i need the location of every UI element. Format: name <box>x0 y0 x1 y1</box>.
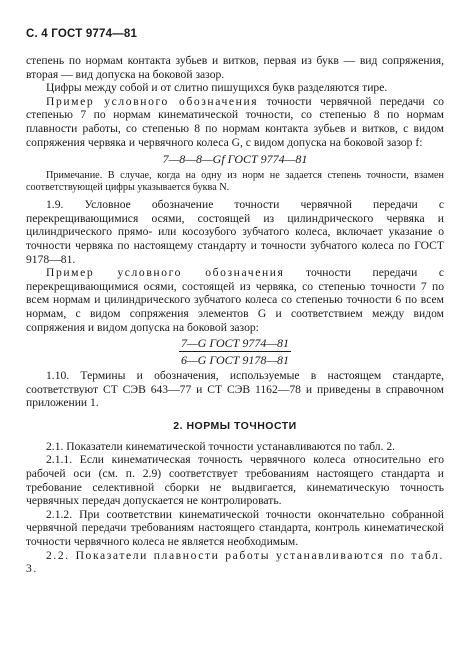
paragraph-2-2: 2.2. Показатели плавности работы устанавливаются по табл. 3. <box>26 548 444 576</box>
paragraph-digits-rule: Цифры между собой и от слитно пишущихся букв разделяются тире. <box>46 81 388 95</box>
formula-designation-1: 7—8—8—Gf ГОСТ 9774—81 <box>162 152 308 167</box>
note-paragraph: Примечание. В случае, когда на одну из норм не задается степень точности, взамен соответствующей цифры указывается буква N. <box>26 170 444 194</box>
paragraph-continuation: степень по нормам контакта зубьев и витков, первая из букв — вид сопряжения, вторая — вид допуска на боковой зазор. <box>26 54 444 81</box>
paragraph-2-1-2: 2.1.2. При соответствии кинематической точности окончательно собранной червячной передачи требованиям настоящего стандарта, контроль кинематической точности червячного колеса не является необходимым. <box>26 507 444 549</box>
paragraph-2-1: 2.1. Показатели кинематической точности устанавливаются по табл. 2. <box>46 439 396 453</box>
paragraph-example-2 <box>26 266 444 334</box>
fraction-numerator: 7—G ГОСТ 9774—81 <box>180 336 290 351</box>
example-2-lead: Пример условного обозначения <box>46 266 285 280</box>
paragraph-1-9: 1.9. Условное обозначение точности червячной передачи с перекрещивающимися осями, состоящей из цилиндрического червяка и цилиндрического прямо- или косозубого зубчатого колеса, включает указание о точности червяка по настоящему стандарту и точности зубчатого колеса по ГОСТ 9178—81. <box>26 198 444 266</box>
fraction-denominator: 6—G ГОСТ 9178—81 <box>180 353 290 368</box>
paragraph-1-10: 1.10. Термины и обозначения, используемые в настоящем стандарте, соответствуют СТ СЭВ 643—77 и СТ СЭВ 1162—78 и приведены в справочном приложении 1. <box>26 369 444 410</box>
example-2-text: точности передачи с перекрещивающимися осями, состоящей из червяка, со степенью точности 7 по всем нормам и цилиндрического зубчатого колеса со степенью точности 6 по всем нормам, с видом сопряжения элементов G и соответствием между видом сопряжения и видом допуска на боковой зазор: <box>26 266 444 334</box>
paragraph-2-1-1: 2.1.1. Если кинематическая точность червячного колеса относительно его рабочей оси (см. п. 2.9) соответствует требованиям настоящего стандарта и требование селективной сборки не выдвигается, кинематическую точность червячных передач допускается не контролировать. <box>26 453 444 508</box>
formula-fraction <box>26 336 444 367</box>
body-text <box>26 54 444 576</box>
paragraph-example-1 <box>26 95 444 149</box>
example-1-text: точности червячной передачи со степенью 7 по нормам кинематической точности, со степенью 8 по нормам плавности работы, со степенью 8 по нормам контакта зубьев и витков, с видом сопряжения червяка и червячного колеса G, с видом допуска на боковой зазор f: <box>26 94 444 149</box>
section-title: 2. НОРМЫ ТОЧНОСТИ <box>173 419 297 432</box>
example-1-lead: Пример условного обозначения <box>46 94 259 108</box>
page-header: С. 4 ГОСТ 9774—81 <box>26 28 138 40</box>
